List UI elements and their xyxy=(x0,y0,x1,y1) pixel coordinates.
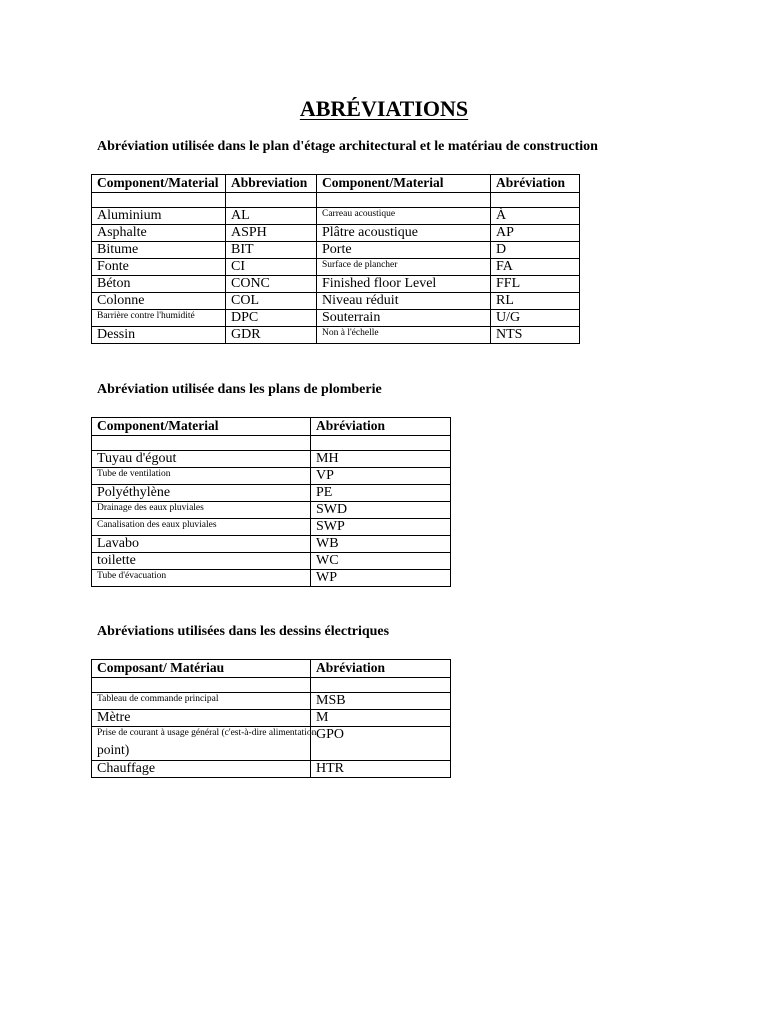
cell: Canalisation des eaux pluviales xyxy=(92,519,311,536)
column-header: Component/Material xyxy=(92,418,311,436)
cell xyxy=(92,727,317,761)
plumbing-abbreviations-table xyxy=(91,417,451,587)
cell: CI xyxy=(226,259,317,276)
cell: Polyéthylène xyxy=(92,485,311,502)
cell: WP xyxy=(311,570,451,587)
cell: Mètre xyxy=(92,710,311,727)
table-row xyxy=(92,693,451,710)
cell: U/G xyxy=(491,310,580,327)
cell: MH xyxy=(311,451,451,468)
section-heading-architectural: Abréviation utilisée dans le plan d'étage architectural et le matériau de construction xyxy=(97,139,598,154)
table-row xyxy=(92,259,580,276)
cell: Colonne xyxy=(92,293,226,310)
table-row xyxy=(92,485,451,502)
section-heading-plumbing: Abréviation utilisée dans les plans de plomberie xyxy=(97,382,382,397)
table-row xyxy=(92,536,451,553)
column-header: Component/Material xyxy=(92,175,226,193)
cell-text: Prise de courant à usage général (c'est-à-dire alimentation xyxy=(97,728,317,738)
cell: AL xyxy=(226,208,317,225)
cell: Surface de plancher xyxy=(317,259,491,276)
cell: Asphalte xyxy=(92,225,226,242)
cell: SWP xyxy=(311,519,451,536)
table-row xyxy=(92,293,580,310)
cell: Souterrain xyxy=(317,310,491,327)
cell: Carreau acoustique xyxy=(317,208,491,225)
table-row xyxy=(92,727,451,761)
cell: Béton xyxy=(92,276,226,293)
cell: GDR xyxy=(226,327,317,344)
empty-row xyxy=(92,436,451,451)
cell: GPO xyxy=(311,727,451,761)
table-row xyxy=(92,208,580,225)
table-row xyxy=(92,276,580,293)
cell: MSB xyxy=(311,693,451,710)
table-row xyxy=(92,570,451,587)
table-row xyxy=(92,310,580,327)
cell: BIT xyxy=(226,242,317,259)
column-header: Abréviation xyxy=(311,660,451,678)
table-row xyxy=(92,553,451,570)
cell: Fonte xyxy=(92,259,226,276)
cell: Porte xyxy=(317,242,491,259)
cell: WB xyxy=(311,536,451,553)
table-row xyxy=(92,710,451,727)
cell: Tableau de commande principal xyxy=(92,693,311,710)
cell: HTR xyxy=(311,761,451,778)
cell: ASPH xyxy=(226,225,317,242)
column-header: Abbreviation xyxy=(226,175,317,193)
cell-text-continuation: point) xyxy=(97,742,130,757)
cell: COL xyxy=(226,293,317,310)
cell: Non à l'échelle xyxy=(317,327,491,344)
empty-row xyxy=(92,193,580,208)
cell: Barrière contre l'humidité xyxy=(92,310,226,327)
cell: VP xyxy=(311,468,451,485)
architectural-abbreviations-table xyxy=(91,174,580,344)
column-header: Abréviation xyxy=(311,418,451,436)
cell: Tuyau d'égout xyxy=(92,451,311,468)
cell: Lavabo xyxy=(92,536,311,553)
cell: Dessin xyxy=(92,327,226,344)
page-title: ABRÉVIATIONS xyxy=(299,96,469,121)
table-row xyxy=(92,468,451,485)
table-row xyxy=(92,242,580,259)
cell: Tube d'évacuation xyxy=(92,570,311,587)
table-header-row xyxy=(92,175,580,193)
table-row xyxy=(92,225,580,242)
cell: Tube de ventilation xyxy=(92,468,311,485)
cell: À xyxy=(491,208,580,225)
cell: DPC xyxy=(226,310,317,327)
electrical-abbreviations-table xyxy=(91,659,451,778)
column-header: Abréviation xyxy=(491,175,580,193)
cell: AP xyxy=(491,225,580,242)
cell: Plâtre acoustique xyxy=(317,225,491,242)
cell: Drainage des eaux pluviales xyxy=(92,502,311,519)
section-heading-electrical: Abréviations utilisées dans les dessins électriques xyxy=(97,624,390,639)
cell: FFL xyxy=(491,276,580,293)
cell: RL xyxy=(491,293,580,310)
table-row xyxy=(92,327,580,344)
table-header-row xyxy=(92,660,451,678)
cell: Bitume xyxy=(92,242,226,259)
table-header-row xyxy=(92,418,451,436)
column-header: Composant/ Matériau xyxy=(92,660,311,678)
table-row xyxy=(92,451,451,468)
cell: M xyxy=(311,710,451,727)
empty-row xyxy=(92,678,451,693)
table-row xyxy=(92,502,451,519)
cell: Niveau réduit xyxy=(317,293,491,310)
cell: Chauffage xyxy=(92,761,311,778)
cell: NTS xyxy=(491,327,580,344)
cell: D xyxy=(491,242,580,259)
cell: PE xyxy=(311,485,451,502)
cell: Finished floor Level xyxy=(317,276,491,293)
column-header: Component/Material xyxy=(317,175,491,193)
cell: Aluminium xyxy=(92,208,226,225)
cell: SWD xyxy=(311,502,451,519)
table-row xyxy=(92,519,451,536)
table-row xyxy=(92,761,451,778)
cell: toilette xyxy=(92,553,311,570)
cell: FA xyxy=(491,259,580,276)
cell: WC xyxy=(311,553,451,570)
cell: CONC xyxy=(226,276,317,293)
